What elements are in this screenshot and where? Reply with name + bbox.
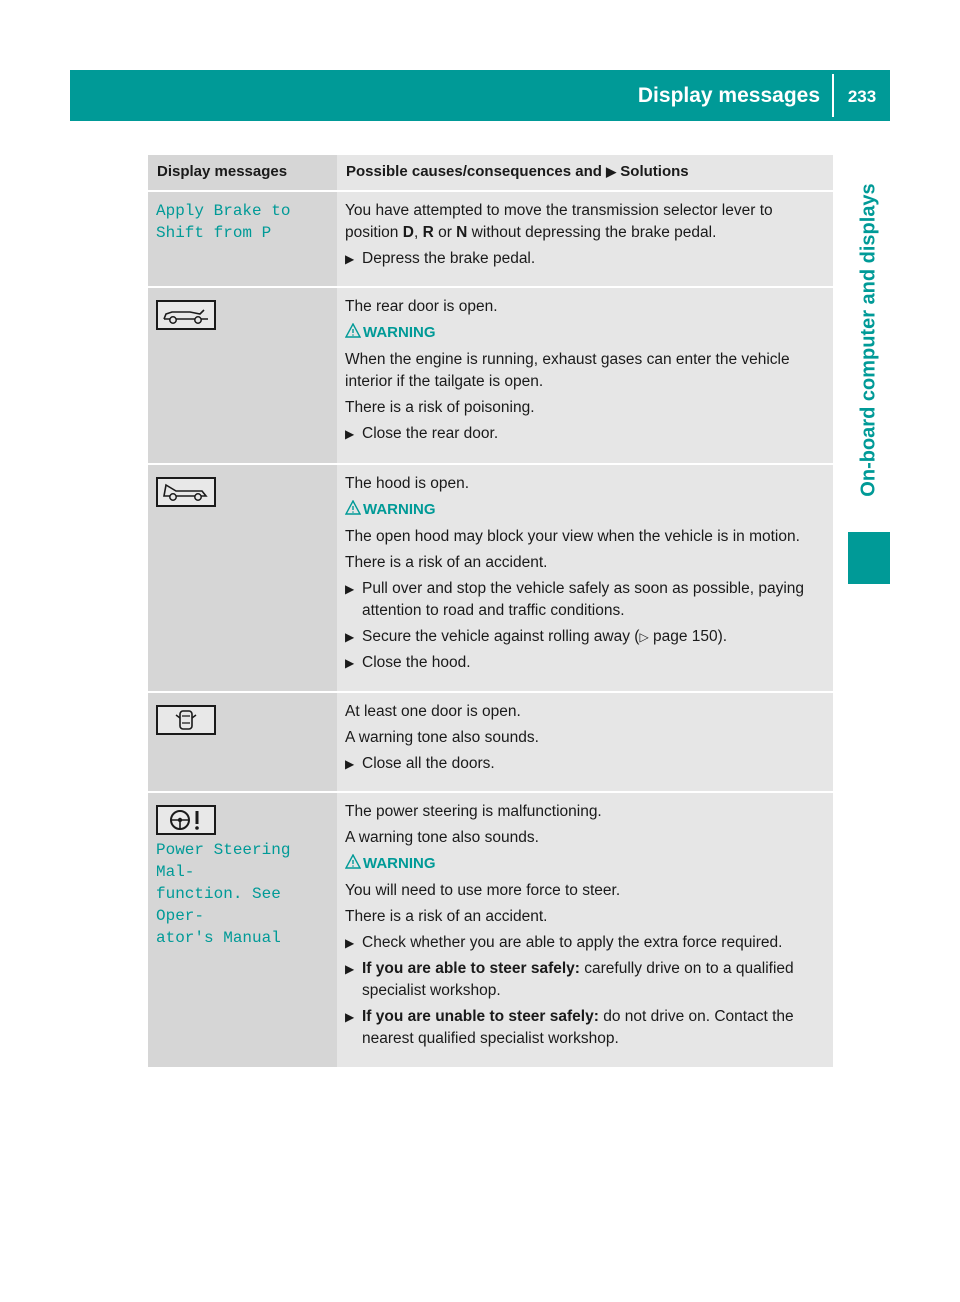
solution-step: ▶ If you are able to steer safely: carefully drive on to a qualified specialist workshop. [345, 960, 794, 999]
message-cell [148, 691, 337, 791]
cause-text: A warning tone also sounds. [345, 729, 539, 746]
message-cell [148, 463, 337, 691]
solution-step: ▶ Close the rear door. [345, 423, 825, 445]
col-header-display-messages: Display messages [148, 155, 337, 190]
cause-text: The hood is open. [345, 475, 470, 492]
risk-text: There is a risk of an accident. [345, 908, 548, 925]
solution-step: ▶ Secure the vehicle against rolling away (▷ page 150). [345, 626, 825, 648]
page-header [70, 70, 890, 121]
solution-cell [337, 691, 833, 791]
message-cell [148, 286, 337, 463]
message-text: Shift from P [156, 224, 272, 242]
arrow-right-icon: ▶ [345, 757, 355, 771]
solution-cell [337, 190, 833, 286]
message-text: ator's Manual [156, 929, 281, 947]
arrow-right-icon: ▶ [345, 252, 355, 266]
warning-heading: WARNING [363, 855, 825, 872]
arrow-right-icon: ▶ [345, 582, 355, 596]
side-chapter-label: On-board computer and displays [857, 183, 880, 497]
warning-triangle-icon [345, 854, 361, 870]
warning-text: The open hood may block your view when the vehicle is in motion. [345, 528, 800, 545]
warning-triangle-icon [345, 500, 361, 516]
arrow-right-icon: ▶ [345, 630, 355, 644]
message-text: Apply Brake to [156, 202, 291, 220]
warning-text: You will need to use more force to steer. [345, 882, 621, 899]
table-row [148, 791, 833, 1067]
arrow-right-icon: ▶ [345, 936, 355, 950]
page-reference-icon: ▷ [639, 630, 649, 644]
cause-text: The power steering is malfunctioning. [345, 803, 602, 820]
solution-step: ▶ Close all the doors. [345, 753, 825, 775]
message-text: Power Steering Mal‐ [156, 841, 291, 881]
page-title: Display messages [637, 84, 820, 107]
risk-text: There is a risk of poisoning. [345, 399, 535, 416]
cause-text: You have attempted to move the transmission selector lever to position D, R or N without depressing the brake pedal. [345, 202, 773, 241]
cause-text: A warning tone also sounds. [345, 829, 539, 846]
solution-cell [337, 791, 833, 1067]
cause-text: The rear door is open. [345, 298, 498, 315]
warning-text: When the engine is running, exhaust gases can enter the vehicle interior if the tailgate is open. [345, 351, 790, 390]
message-cell [148, 190, 337, 286]
warning-heading: WARNING [363, 501, 825, 518]
arrow-right-icon: ▶ [606, 164, 617, 179]
arrow-right-icon: ▶ [345, 656, 355, 670]
table-row [148, 190, 833, 286]
page-number: 233 [847, 87, 877, 106]
solution-cell [337, 463, 833, 691]
arrow-right-icon: ▶ [345, 1010, 355, 1024]
warning-heading: WARNING [363, 324, 825, 341]
warning-triangle-icon [345, 323, 361, 339]
steering-warning-icon [156, 805, 216, 835]
risk-text: There is a risk of an accident. [345, 554, 548, 571]
solution-step: ▶ Close the hood. [345, 652, 825, 674]
rear-door-open-icon [156, 300, 216, 330]
solution-cell [337, 286, 833, 463]
arrow-right-icon: ▶ [345, 427, 355, 441]
table-row [148, 463, 833, 691]
cause-text: At least one door is open. [345, 703, 521, 720]
display-messages-table [148, 155, 833, 1067]
arrow-right-icon: ▶ [345, 962, 355, 976]
col-header-solutions: Possible causes/consequences and ▶ Solutions [337, 155, 833, 190]
table-row [148, 691, 833, 791]
solution-step: ▶ Depress the brake pedal. [345, 248, 825, 270]
table-header-row [148, 155, 833, 190]
table-row [148, 286, 833, 463]
solution-step: ▶ If you are unable to steer safely: do not drive on. Contact the nearest qualified specialist workshop. [345, 1008, 794, 1047]
solution-step: ▶ Check whether you are able to apply the extra force required. [345, 932, 825, 954]
message-text: function. See Oper‐ [156, 885, 281, 925]
solution-step: ▶ Pull over and stop the vehicle safely as soon as possible, paying attention to road and traffic conditions. [345, 580, 805, 619]
side-marker [848, 532, 890, 584]
hood-open-icon [156, 477, 216, 507]
door-open-icon [156, 705, 216, 735]
message-cell [148, 791, 337, 1067]
